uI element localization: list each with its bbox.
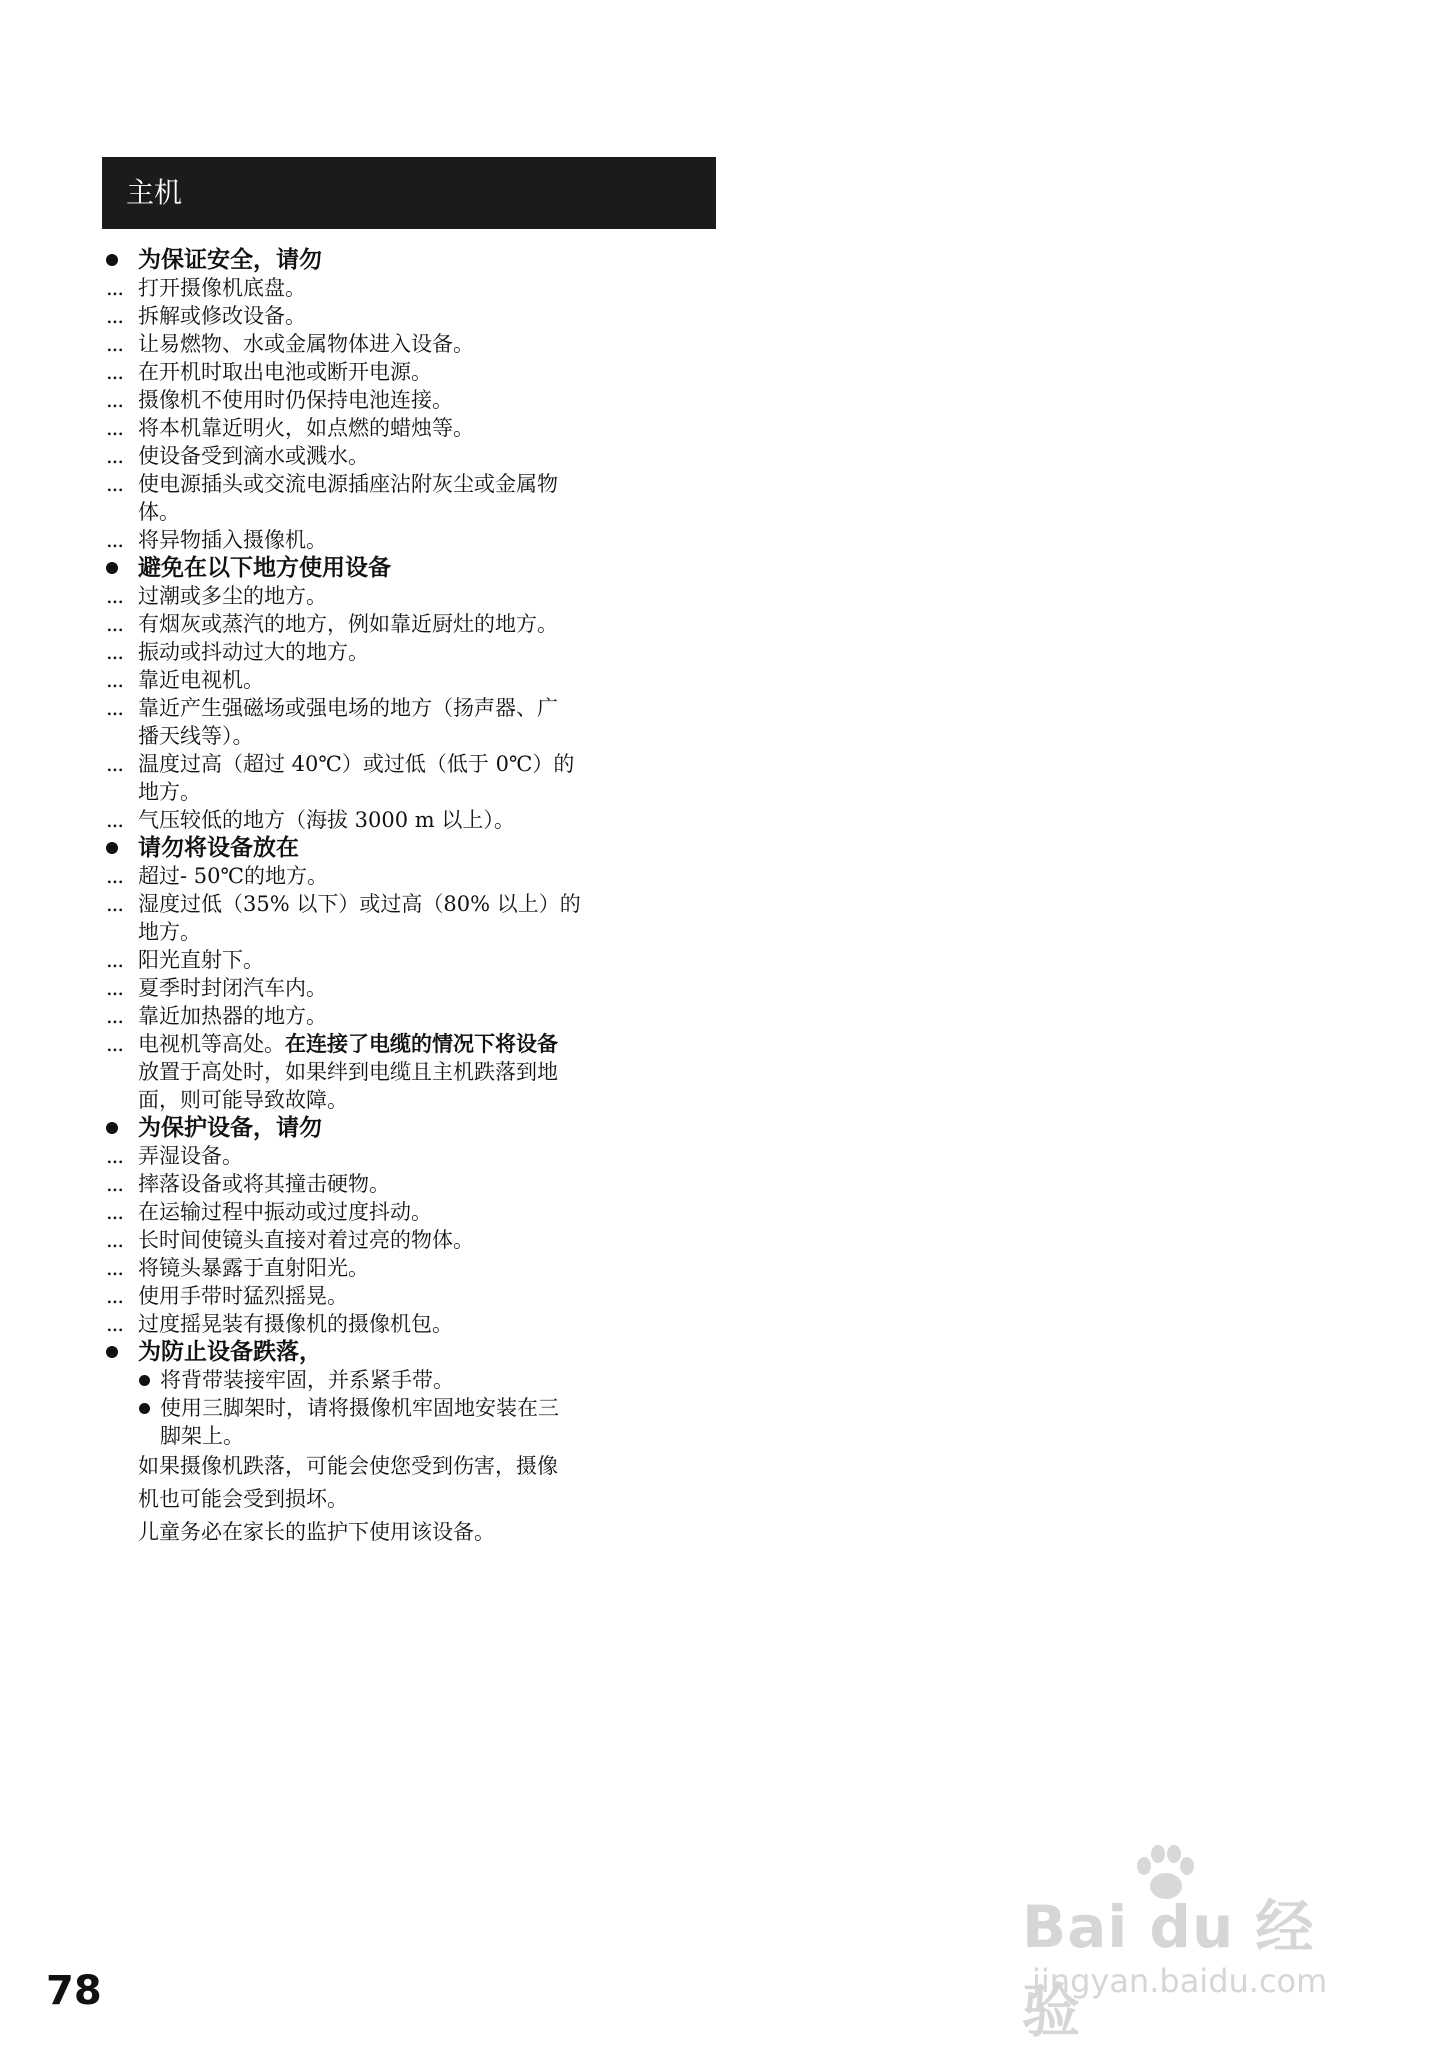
ellipsis-marker: ... <box>106 276 124 300</box>
list-item-text: 阳光直射下。 <box>138 948 264 972</box>
list-item-text: 湿度过低（35% 以下）或过高（80% 以上）的 <box>138 892 581 916</box>
ellipsis-marker: ... <box>106 892 124 916</box>
list-item-text: 将镜头暴露于直射阳光。 <box>138 1256 369 1280</box>
ellipsis-marker: ... <box>106 304 124 328</box>
list-item <box>102 1142 722 1170</box>
ellipsis-marker: ... <box>106 1312 124 1336</box>
section <box>102 1114 722 1338</box>
ellipsis-marker: ... <box>106 472 124 496</box>
ellipsis-marker: ... <box>106 1172 124 1196</box>
list-item <box>102 666 722 694</box>
list-item <box>102 442 722 470</box>
section-title-text: 为防止设备跌落， <box>138 1339 322 1365</box>
list-item-continuation <box>102 778 722 806</box>
list-item-text: 使用手带时猛烈摇晃。 <box>138 1284 348 1308</box>
header-title: 主机 <box>126 176 183 209</box>
list-item <box>102 274 722 302</box>
ellipsis-marker: ... <box>106 1200 124 1224</box>
ellipsis-marker: ... <box>106 612 124 636</box>
ellipsis-marker: ... <box>106 640 124 664</box>
watermark-logo: Bai du 经验 <box>1022 1893 1315 2045</box>
ellipsis-marker: ... <box>106 1256 124 1280</box>
sub-bullet-item <box>102 1366 722 1394</box>
list-item <box>102 1282 722 1310</box>
list-item <box>102 1030 722 1058</box>
bullet-dot <box>106 254 118 266</box>
section <box>102 246 722 554</box>
note-paragraph-line: 如果摄像机跌落，可能会使您受到伤害，摄像 <box>138 1454 558 1478</box>
list-item <box>102 946 722 974</box>
ellipsis-marker: ... <box>106 976 124 1000</box>
list-item <box>102 694 722 722</box>
list-item-text: 摔落设备或将其撞击硬物。 <box>138 1172 390 1196</box>
list-item-text: 体。 <box>138 500 180 524</box>
section-title-text: 请勿将设备放在 <box>138 835 299 861</box>
section-title-text: 为保证安全，请勿 <box>138 247 322 273</box>
page-number: 78 <box>46 1968 102 2014</box>
list-item <box>102 1254 722 1282</box>
list-item-text: 地方。 <box>138 780 201 804</box>
list-item <box>102 330 722 358</box>
list-item <box>102 610 722 638</box>
list-item-text: 播天线等）。 <box>138 724 254 748</box>
section-title-text: 避免在以下地方使用设备 <box>138 555 391 581</box>
sub-bullet-item <box>102 1394 722 1422</box>
list-item <box>102 974 722 1002</box>
ellipsis-marker: ... <box>106 1228 124 1252</box>
bullet-dot <box>106 842 118 854</box>
list-item <box>102 750 722 778</box>
sub-bullet-text: 使用三脚架时，请将摄像机牢固地安装在三 <box>160 1396 559 1420</box>
content-column <box>102 246 722 1549</box>
note-paragraph-line: 儿童务必在家长的监护下使用该设备。 <box>138 1520 495 1544</box>
ellipsis-marker: ... <box>106 668 124 692</box>
list-item <box>102 526 722 554</box>
list-item-text: 在开机时取出电池或断开电源。 <box>138 360 432 384</box>
list-item-continuation <box>102 1086 722 1114</box>
ellipsis-marker: ... <box>106 752 124 776</box>
list-item-text: 在运输过程中振动或过度抖动。 <box>138 1200 432 1224</box>
ellipsis-marker: ... <box>106 360 124 384</box>
list-item-bold-text: 在连接了电缆的情况下将设备 <box>285 1032 558 1056</box>
list-item-text: 放置于高处时，如果绊到电缆且主机跌落到地 <box>138 1060 558 1084</box>
list-item <box>102 582 722 610</box>
list-item <box>102 386 722 414</box>
list-item <box>102 806 722 834</box>
sub-bullet-continuation <box>102 1422 722 1450</box>
section-title <box>102 554 722 582</box>
ellipsis-marker: ... <box>106 332 124 356</box>
ellipsis-marker: ... <box>106 696 124 720</box>
bullet-dot <box>106 1122 118 1134</box>
sub-bullet-text: 脚架上。 <box>160 1424 244 1448</box>
ellipsis-marker: ... <box>106 1032 124 1056</box>
section-title <box>102 246 722 274</box>
bullet-dot <box>106 562 118 574</box>
list-item-text: 电视机等高处。 <box>138 1032 285 1056</box>
section <box>102 834 722 1114</box>
list-item-text: 使设备受到滴水或溅水。 <box>138 444 369 468</box>
watermark-url: jingyan.baidu.com <box>1032 1962 1328 2000</box>
ellipsis-marker: ... <box>106 864 124 888</box>
section-title <box>102 834 722 862</box>
list-item-text: 过潮或多尘的地方。 <box>138 584 327 608</box>
list-item-text: 有烟灰或蒸汽的地方，例如靠近厨灶的地方。 <box>138 612 558 636</box>
ellipsis-marker: ... <box>106 1004 124 1028</box>
list-item-text: 气压较低的地方（海拔 3000 m 以上）。 <box>138 808 515 832</box>
list-item <box>102 862 722 890</box>
list-item-text: 打开摄像机底盘。 <box>138 276 306 300</box>
list-item-text: 温度过高（超过 40℃）或过低（低于 0℃）的 <box>138 752 575 776</box>
list-item-text: 使电源插头或交流电源插座沾附灰尘或金属物 <box>138 472 558 496</box>
list-item-text: 靠近加热器的地方。 <box>138 1004 327 1028</box>
list-item-text: 让易燃物、水或金属物体进入设备。 <box>138 332 474 356</box>
list-item-text: 将本机靠近明火，如点燃的蜡烛等。 <box>138 416 474 440</box>
list-item-text: 将异物插入摄像机。 <box>138 528 327 552</box>
list-item <box>102 1170 722 1198</box>
ellipsis-marker: ... <box>106 444 124 468</box>
list-item <box>102 890 722 918</box>
list-item-text: 摄像机不使用时仍保持电池连接。 <box>138 388 453 412</box>
section-title <box>102 1114 722 1142</box>
list-item-continuation <box>102 722 722 750</box>
list-item-continuation <box>102 918 722 946</box>
list-item-text: 过度摇晃装有摄像机的摄像机包。 <box>138 1312 453 1336</box>
baidu-watermark <box>1022 1842 1352 2045</box>
note-paragraph-line: 机也可能会受到损坏。 <box>138 1487 348 1511</box>
section-title <box>102 1338 722 1366</box>
sub-bullet-dot <box>139 1403 150 1414</box>
list-item <box>102 1198 722 1226</box>
list-item-text: 拆解或修改设备。 <box>138 304 306 328</box>
sub-bullet-text: 将背带装接牢固，并系紧手带。 <box>160 1368 454 1392</box>
ellipsis-marker: ... <box>106 1284 124 1308</box>
ellipsis-marker: ... <box>106 584 124 608</box>
list-item-text: 弄湿设备。 <box>138 1144 243 1168</box>
list-item <box>102 302 722 330</box>
ellipsis-marker: ... <box>106 528 124 552</box>
list-item-continuation <box>102 1058 722 1086</box>
section-header <box>102 157 716 229</box>
list-item-text: 长时间使镜头直接对着过亮的物体。 <box>138 1228 474 1252</box>
list-item-text: 靠近电视机。 <box>138 668 264 692</box>
ellipsis-marker: ... <box>106 948 124 972</box>
list-item <box>102 358 722 386</box>
list-item-text: 超过- 50℃的地方。 <box>138 864 328 888</box>
list-item-text: 地方。 <box>138 920 201 944</box>
section <box>102 554 722 834</box>
list-item <box>102 1002 722 1030</box>
list-item <box>102 470 722 498</box>
list-item-text: 靠近产生强磁场或强电场的地方（扬声器、广 <box>138 696 558 720</box>
list-item-text: 振动或抖动过大的地方。 <box>138 640 369 664</box>
section-fall-prevention <box>102 1338 722 1549</box>
list-item-continuation <box>102 498 722 526</box>
list-item <box>102 414 722 442</box>
bullet-dot <box>106 1346 118 1358</box>
section-title-text: 为保护设备，请勿 <box>138 1115 322 1141</box>
list-item-text: 面，则可能导致故障。 <box>138 1088 348 1112</box>
ellipsis-marker: ... <box>106 1144 124 1168</box>
list-item-text: 夏季时封闭汽车内。 <box>138 976 327 1000</box>
list-item <box>102 1310 722 1338</box>
list-item <box>102 1226 722 1254</box>
sub-bullet-dot <box>139 1375 150 1386</box>
ellipsis-marker: ... <box>106 388 124 412</box>
list-item <box>102 638 722 666</box>
ellipsis-marker: ... <box>106 808 124 832</box>
ellipsis-marker: ... <box>106 416 124 440</box>
